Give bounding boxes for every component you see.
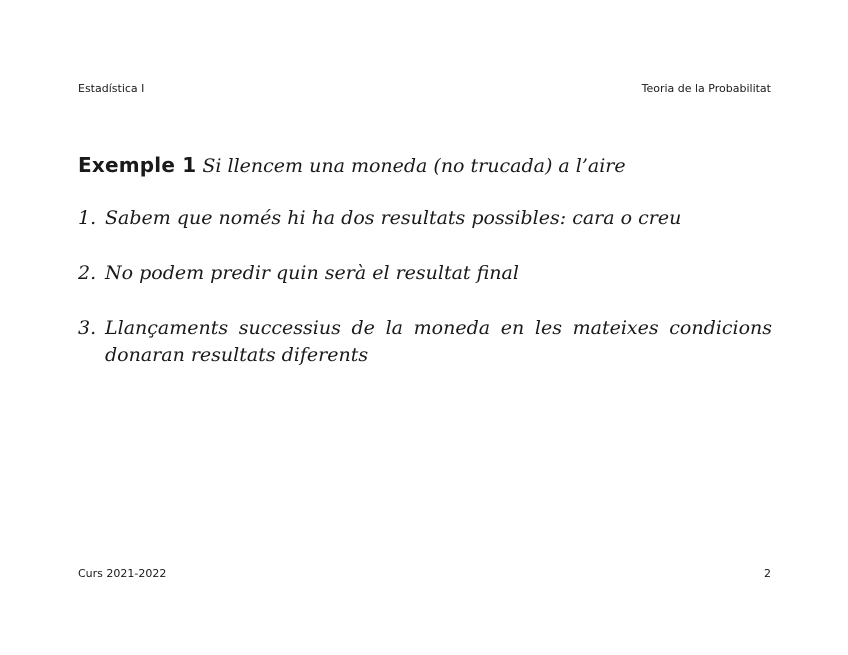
example-statement: Si llencem una moneda (no trucada) a l’aire <box>202 155 626 177</box>
list-item <box>78 260 772 287</box>
list-item-text: Llançaments successius de la moneda en les mateixes condicions donaran resultats diferents <box>105 317 772 366</box>
header-course-title: Estadística I <box>78 82 145 95</box>
slide-content <box>78 150 772 397</box>
list-item-number: 3. <box>78 317 97 339</box>
example-list <box>78 205 772 369</box>
list-item-text: Sabem que només hi ha dos resultats possibles: cara o creu <box>105 207 682 229</box>
list-item <box>78 315 772 369</box>
list-item-number: 1. <box>78 207 97 229</box>
list-item-number: 2. <box>78 262 97 284</box>
list-item <box>78 205 772 232</box>
header-section-title: Teoria de la Probabilitat <box>641 82 771 95</box>
list-item-text: No podem predir quin serà el resultat final <box>105 262 519 284</box>
page-number: 2 <box>764 567 771 580</box>
footer-course-year: Curs 2021-2022 <box>78 567 167 580</box>
example-heading <box>78 150 772 183</box>
example-label: Exemple 1 <box>78 153 197 177</box>
